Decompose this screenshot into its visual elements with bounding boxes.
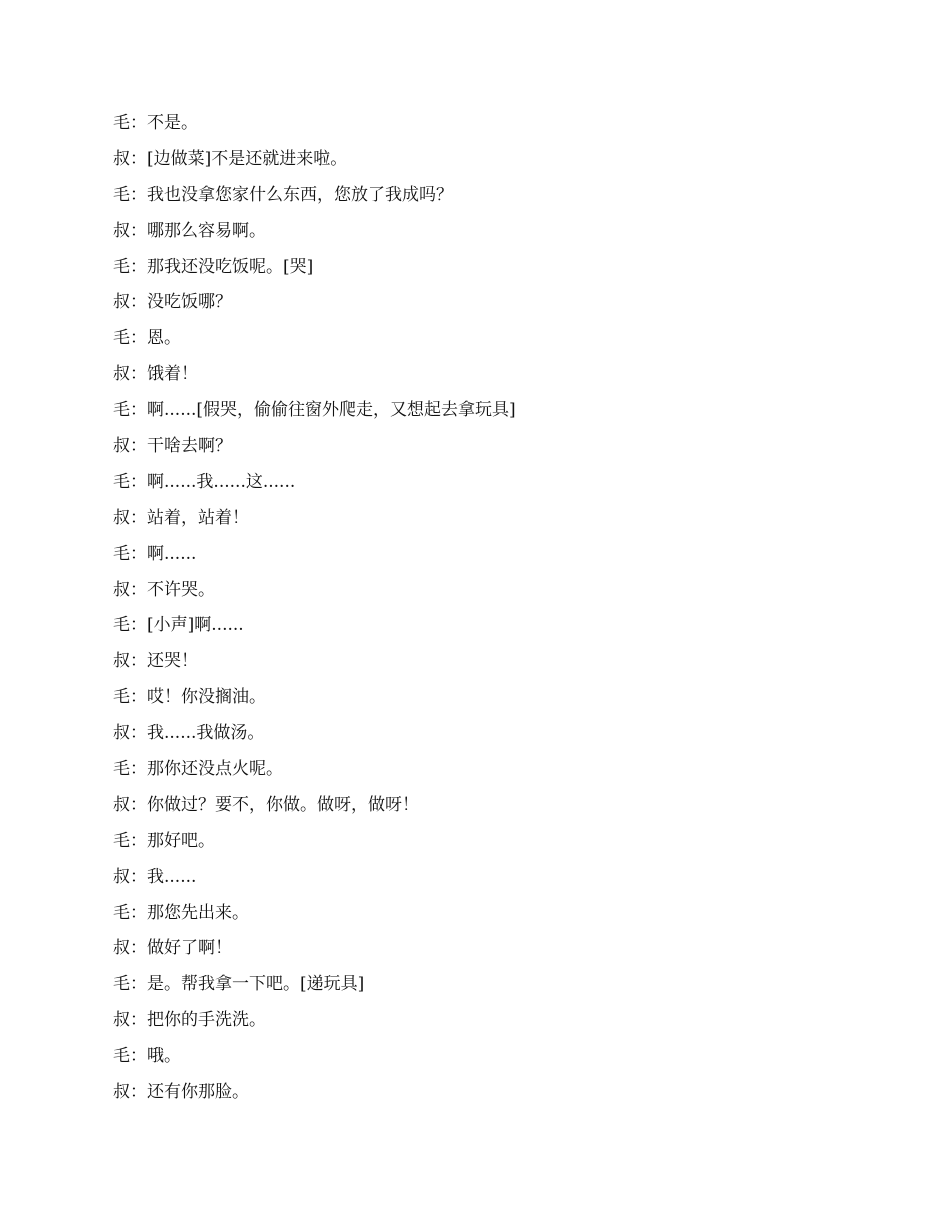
dialogue-line bbox=[113, 972, 873, 1008]
speaker-name: 叔 bbox=[113, 148, 130, 169]
speaker-separator: ： bbox=[130, 507, 147, 528]
dialogue-line bbox=[113, 1008, 873, 1044]
speaker-separator: ： bbox=[130, 328, 147, 349]
speaker-name: 叔 bbox=[113, 364, 130, 385]
dialogue-line bbox=[113, 506, 873, 542]
dialogue-line bbox=[113, 326, 873, 362]
line-text: 啊......[假哭，偷偷往窗外爬走，又想起去拿玩具] bbox=[147, 400, 516, 421]
speaker-separator: ： bbox=[130, 651, 147, 672]
speaker-name: 叔 bbox=[113, 938, 130, 959]
dialogue-line bbox=[113, 398, 873, 434]
dialogue-line bbox=[113, 542, 873, 578]
speaker-name: 叔 bbox=[113, 579, 130, 600]
speaker-separator: ： bbox=[130, 256, 147, 277]
line-text: 我也没拿您家什么东西，您放了我成吗？ bbox=[147, 184, 453, 205]
line-text: 还有你那脸。 bbox=[147, 1082, 249, 1103]
dialogue-line bbox=[113, 362, 873, 398]
speaker-separator: ： bbox=[130, 148, 147, 169]
dialogue-line bbox=[113, 649, 873, 685]
speaker-separator: ： bbox=[130, 436, 147, 457]
speaker-separator: ： bbox=[130, 759, 147, 780]
speaker-name: 毛 bbox=[113, 974, 130, 995]
line-text: 不是。 bbox=[147, 113, 198, 133]
speaker-separator: ： bbox=[130, 902, 147, 923]
speaker-separator: ： bbox=[130, 292, 147, 313]
line-text: [小声]啊...... bbox=[147, 615, 244, 636]
line-text: 没吃饭哪？ bbox=[147, 292, 232, 313]
speaker-separator: ： bbox=[130, 938, 147, 959]
line-text: 啊......我......这...... bbox=[147, 471, 296, 492]
line-text: 那你还没点火呢。 bbox=[147, 759, 283, 780]
speaker-name: 叔 bbox=[113, 651, 130, 672]
speaker-name: 毛 bbox=[113, 400, 130, 421]
speaker-name: 叔 bbox=[113, 794, 130, 815]
speaker-separator: ： bbox=[130, 615, 147, 636]
speaker-separator: ： bbox=[130, 579, 147, 600]
dialogue-line bbox=[113, 1044, 873, 1080]
dialogue-line bbox=[113, 613, 873, 649]
dialogue-line bbox=[113, 936, 873, 972]
line-text: 恩。 bbox=[147, 328, 181, 349]
speaker-name: 叔 bbox=[113, 292, 130, 313]
dialogue-line bbox=[113, 183, 873, 219]
speaker-name: 毛 bbox=[113, 615, 130, 636]
dialogue-line bbox=[113, 685, 873, 721]
speaker-separator: ： bbox=[130, 723, 147, 744]
line-text: 你做过？要不，你做。做呀，做呀！ bbox=[147, 794, 419, 815]
speaker-name: 毛 bbox=[113, 184, 130, 205]
line-text: 哦。 bbox=[147, 1046, 181, 1067]
line-text: 哪那么容易啊。 bbox=[147, 220, 266, 241]
dialogue-line bbox=[113, 255, 873, 291]
speaker-name: 毛 bbox=[113, 328, 130, 349]
line-text: 那好吧。 bbox=[147, 830, 215, 851]
line-text: 干啥去啊？ bbox=[147, 436, 232, 457]
speaker-separator: ： bbox=[130, 687, 147, 708]
dialogue-line bbox=[113, 721, 873, 757]
speaker-separator: ： bbox=[130, 866, 147, 887]
dialogue-list bbox=[113, 111, 873, 1116]
line-text: 做好了啊！ bbox=[147, 938, 232, 959]
speaker-separator: ： bbox=[130, 794, 147, 815]
speaker-name: 毛 bbox=[113, 902, 130, 923]
dialogue-line bbox=[113, 290, 873, 326]
speaker-name: 毛 bbox=[113, 1046, 130, 1067]
line-text: 那您先出来。 bbox=[147, 902, 249, 923]
line-text: 哎！你没搁油。 bbox=[147, 687, 266, 708]
speaker-separator: ： bbox=[130, 974, 147, 995]
line-text: 我...... bbox=[147, 866, 197, 887]
speaker-name: 叔 bbox=[113, 1010, 130, 1031]
line-text: 站着，站着！ bbox=[147, 507, 249, 528]
speaker-separator: ： bbox=[130, 113, 147, 133]
speaker-name: 叔 bbox=[113, 723, 130, 744]
speaker-name: 叔 bbox=[113, 507, 130, 528]
line-text: [边做菜]不是还就进来啦。 bbox=[147, 148, 348, 169]
speaker-separator: ： bbox=[130, 543, 147, 564]
dialogue-line bbox=[113, 578, 873, 614]
speaker-separator: ： bbox=[130, 220, 147, 241]
dialogue-line bbox=[113, 111, 873, 147]
speaker-separator: ： bbox=[130, 400, 147, 421]
line-text: 饿着！ bbox=[147, 364, 198, 385]
line-text: 还哭！ bbox=[147, 651, 198, 672]
speaker-name: 毛 bbox=[113, 471, 130, 492]
speaker-name: 叔 bbox=[113, 220, 130, 241]
speaker-separator: ： bbox=[130, 364, 147, 385]
speaker-separator: ： bbox=[130, 1046, 147, 1067]
dialogue-line bbox=[113, 147, 873, 183]
speaker-name: 毛 bbox=[113, 830, 130, 851]
speaker-separator: ： bbox=[130, 830, 147, 851]
speaker-name: 毛 bbox=[113, 543, 130, 564]
line-text: 那我还没吃饭呢。[哭] bbox=[147, 256, 314, 277]
speaker-name: 毛 bbox=[113, 759, 130, 780]
dialogue-line bbox=[113, 1080, 873, 1116]
speaker-name: 毛 bbox=[113, 256, 130, 277]
dialogue-line bbox=[113, 757, 873, 793]
dialogue-line bbox=[113, 434, 873, 470]
speaker-separator: ： bbox=[130, 1010, 147, 1031]
speaker-separator: ： bbox=[130, 1082, 147, 1103]
line-text: 不许哭。 bbox=[147, 579, 215, 600]
dialogue-line bbox=[113, 219, 873, 255]
speaker-name: 叔 bbox=[113, 1082, 130, 1103]
dialogue-line bbox=[113, 470, 873, 506]
line-text: 把你的手洗洗。 bbox=[147, 1010, 266, 1031]
speaker-name: 叔 bbox=[113, 866, 130, 887]
speaker-name: 毛 bbox=[113, 113, 130, 133]
dialogue-line bbox=[113, 865, 873, 901]
dialogue-line bbox=[113, 829, 873, 865]
line-text: 啊...... bbox=[147, 543, 197, 564]
speaker-separator: ： bbox=[130, 471, 147, 492]
speaker-name: 叔 bbox=[113, 436, 130, 457]
dialogue-line bbox=[113, 901, 873, 937]
speaker-separator: ： bbox=[130, 184, 147, 205]
dialogue-line bbox=[113, 793, 873, 829]
line-text: 是。帮我拿一下吧。[递玩具] bbox=[147, 974, 365, 995]
line-text: 我......我做汤。 bbox=[147, 723, 265, 744]
speaker-name: 毛 bbox=[113, 687, 130, 708]
